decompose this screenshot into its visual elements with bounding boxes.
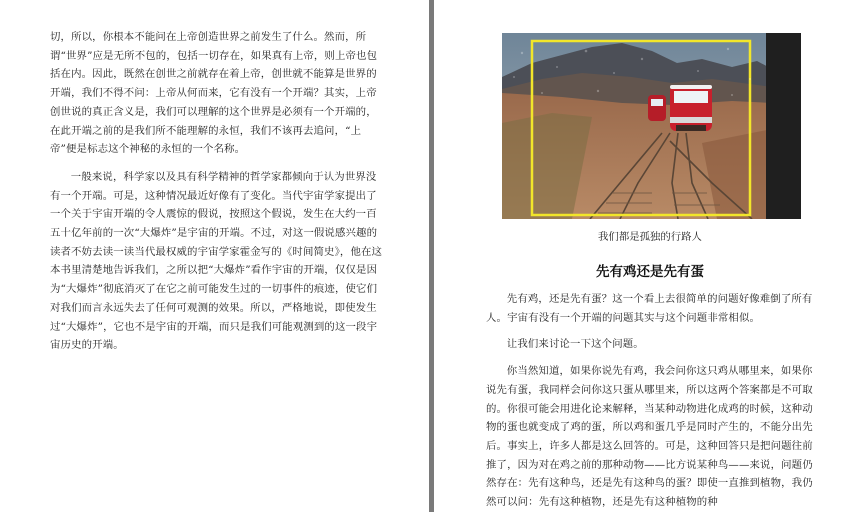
right-page: [434, 0, 866, 512]
left-page-body: [50, 28, 383, 364]
right-page-body: [486, 290, 814, 512]
train-photo: [502, 33, 801, 219]
paragraph: 让我们来讨论一下这个问题。: [506, 338, 644, 351]
paragraph: 你当然知道，如果你说先有鸡，我会问你这只鸡从哪里来，如果你说先有蛋，我同样会问你这只蛋从哪里来，所以这两个答案都是不可取的。你很可能会用进化论来解释，当某种动物进化成鸡的时候，这种动物的蛋也就变成了鸡的蛋，所以鸡和蛋几乎是同时产生的，不能分出先后。事实上，许多人都是这么回答的。可是，这种回答只是把问题往前推了，因为对在鸡之前的那种动物——比方说某种鸟——来说，问题仍然存在：先有这种鸟，还是先有这种鸟的蛋？即使一直推到植物，我仍然可以问：先有这种植物，还是先有这种植物的种: [486, 365, 813, 509]
figure-caption: 我们都是孤独的行路人: [598, 231, 702, 243]
paragraph: 切，所以，你根本不能问在上帝创造世界之前发生了什么。然而，所谓“世界”应是无所不包的，包括一切存在，如果真有上帝，则上帝也包括在内。因此，既然在创世之前就存在着上帝，创世就不能算是世界的开端，我们不得不问：上帝从何而来，它有没有一个开端？其实，上帝创世说的真正含义是，我们可以理解的这个世界是必须有一个开端的，在此开端之前的是我们所不能理解的永恒，我们不该再去追问，“上帝”便是标志这个神秘的永恒的一个名称。: [50, 31, 378, 156]
section-title: 先有鸡还是先有蛋: [596, 264, 704, 280]
paragraph: 先有鸡，还是先有蛋？这一个看上去很简单的问题好像难倒了所有人。宇宙有没有一个开端的问题其实与这个问题非常相似。: [486, 293, 813, 324]
paragraph: 一般来说，科学家以及具有科学精神的哲学家都倾向于认为世界没有一个开端。可是，这种情况最近好像有了变化。当代宇宙学家提出了一个关于宇宙开端的令人震惊的假说，按照这个假说，发生在大约一百五十亿年前的一次“大爆炸”是宇宙的开端。不过，对这一假说感兴趣的读者不妨去读一读当代最权威的宇宙学家霍金写的《时间简史》，他在这本书里清楚地告诉我们，之所以把“大爆炸”看作宇宙的开端，仅仅是因为“大爆炸”彻底消灭了在它之前可能发生过的一切事件的痕迹，使它们对我们而言永远失去了任何可观测的效果。所以，严格地说，即使发生过“大爆炸”，它也不是宇宙的开端，而只是我们可能观测到的这一段宇宙历史的开端。: [50, 170, 383, 352]
left-page: [0, 0, 429, 512]
